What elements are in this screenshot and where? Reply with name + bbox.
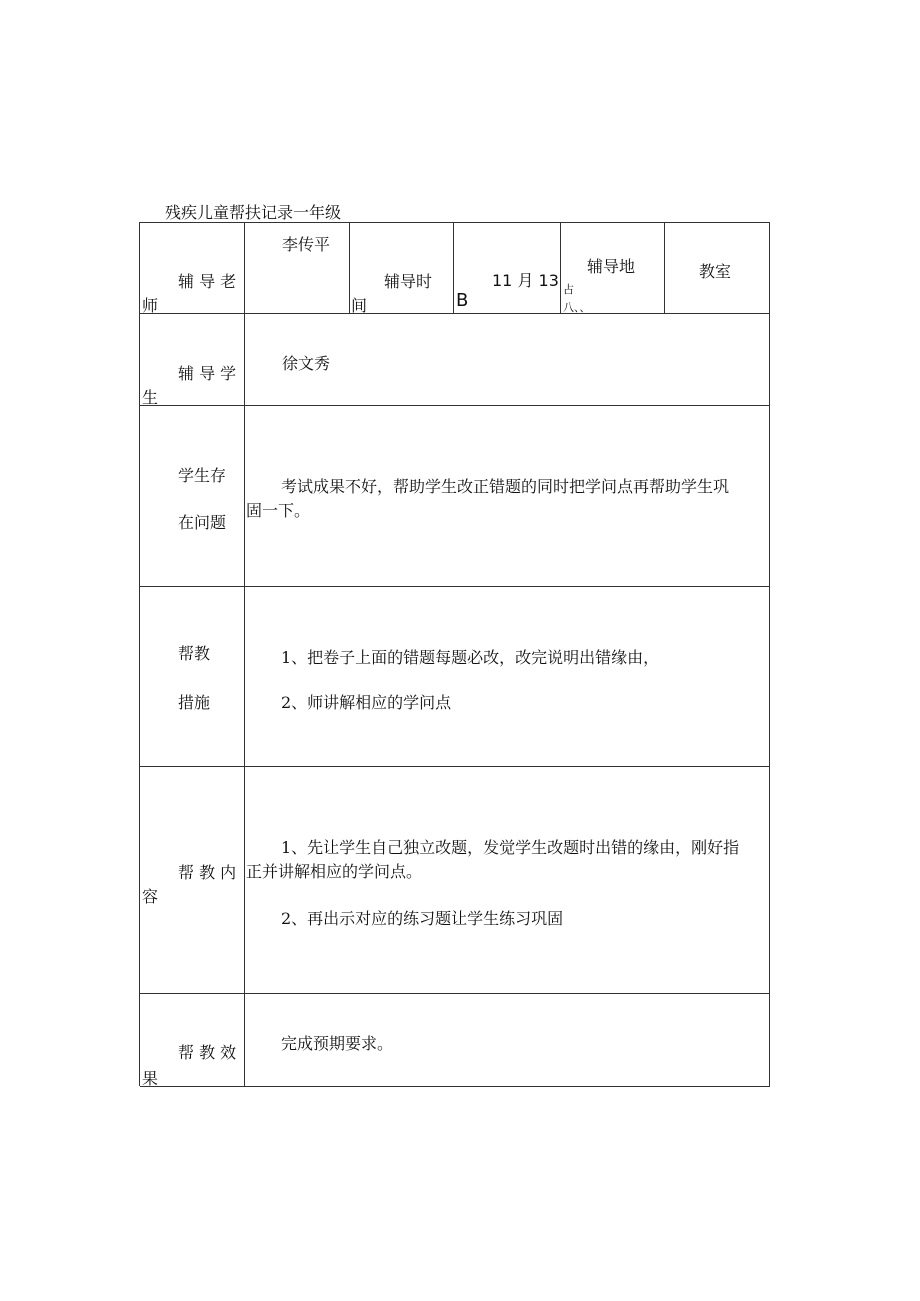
content-text-cell bbox=[245, 767, 770, 994]
student-label-line1: 辅 导 学 bbox=[178, 364, 237, 383]
student-label-cell bbox=[140, 314, 245, 406]
effect-label-cell bbox=[140, 994, 245, 1087]
effect-label-line2: 果 bbox=[142, 1069, 159, 1088]
place-label-cell bbox=[561, 223, 665, 314]
place-value: 教室 bbox=[699, 262, 732, 281]
content-item-1-line2: 正并讲解相应的学问点。 bbox=[246, 862, 423, 881]
time-label-line1: 辅导时 bbox=[384, 272, 433, 291]
document-title: 残疾儿童帮扶记录一年级 bbox=[165, 203, 342, 222]
place-label-line1: 辅导地 bbox=[587, 257, 636, 276]
time-value-line2: B bbox=[456, 290, 469, 311]
measures-label-cell bbox=[140, 587, 245, 767]
measures-item-2: 2、师讲解相应的学问点 bbox=[281, 693, 452, 712]
effect-value: 完成预期要求。 bbox=[281, 1034, 394, 1053]
content-item-1-line1: 1、先让学生自己独立改题，发觉学生改题时出错的缘由，刚好指 bbox=[281, 838, 740, 857]
content-label-cell bbox=[140, 767, 245, 994]
student-value-cell bbox=[245, 314, 770, 406]
teacher-name: 李传平 bbox=[282, 235, 331, 254]
teacher-label-line2: 师 bbox=[142, 296, 159, 315]
place-label-line2: 占 bbox=[563, 283, 574, 296]
problem-label-line2: 在问题 bbox=[178, 513, 227, 532]
problem-label-cell bbox=[140, 406, 245, 587]
place-label-line3: 八、、 bbox=[563, 301, 591, 314]
problem-text-line2: 固一下。 bbox=[246, 501, 311, 520]
effect-label-line1: 帮 教 效 bbox=[178, 1043, 237, 1062]
time-value-line1: 11 月 13 bbox=[492, 271, 559, 290]
content-label-line2: 容 bbox=[142, 887, 159, 906]
content-item-2: 2、再出示对应的练习题让学生练习巩固 bbox=[281, 909, 564, 928]
time-value-cell bbox=[454, 223, 561, 314]
measures-label-line2: 措施 bbox=[178, 693, 211, 712]
problem-text-cell bbox=[245, 406, 770, 587]
time-label-line2: 间 bbox=[351, 296, 368, 315]
teacher-label-line1: 辅 导 老 bbox=[178, 272, 237, 291]
measures-label-line1: 帮教 bbox=[178, 644, 211, 663]
time-label-cell bbox=[350, 223, 454, 314]
problem-label-line1: 学生存 bbox=[178, 466, 227, 485]
problem-text-line1: 考试成果不好，帮助学生改正错题的同时把学问点再帮助学生巩 bbox=[281, 477, 730, 496]
content-label-line1: 帮 教 内 bbox=[178, 863, 237, 882]
record-table bbox=[139, 222, 770, 1086]
measures-text-cell bbox=[245, 587, 770, 767]
place-value-cell bbox=[665, 223, 770, 314]
teacher-name-cell bbox=[245, 223, 350, 314]
measures-item-1: 1、把卷子上面的错题每题必改，改完说明出错缘由， bbox=[281, 648, 660, 667]
student-label-line2: 生 bbox=[142, 388, 159, 407]
teacher-label-cell bbox=[140, 223, 245, 314]
student-name: 徐文秀 bbox=[282, 354, 331, 373]
effect-text-cell bbox=[245, 994, 770, 1087]
